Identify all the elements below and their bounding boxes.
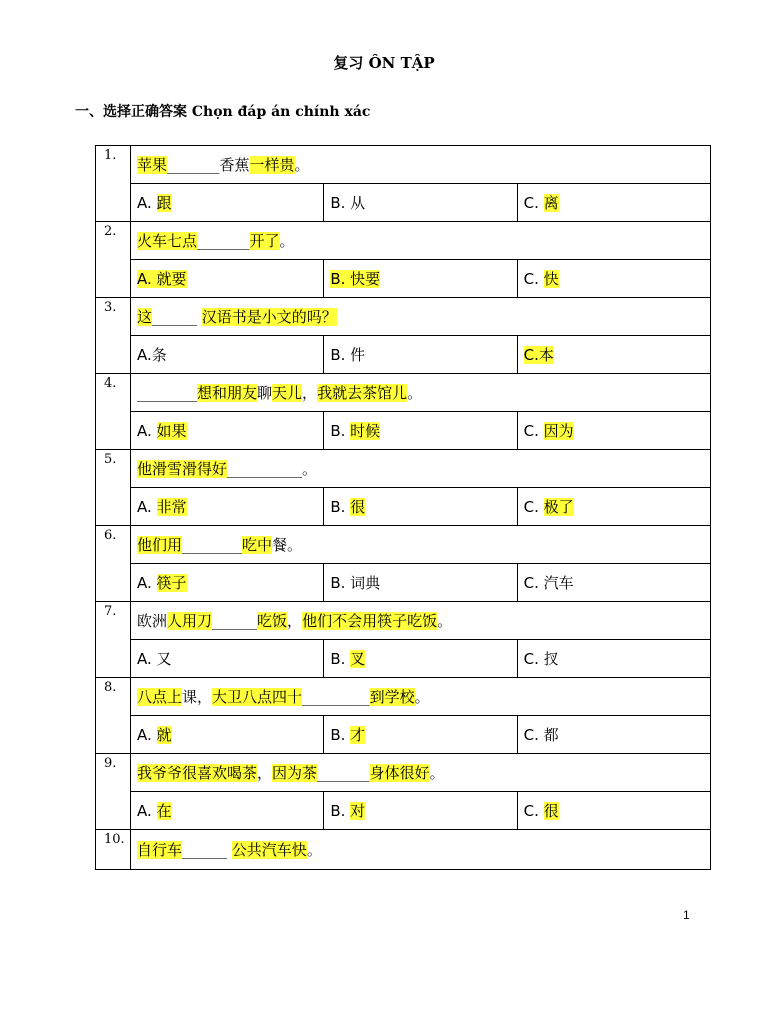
question-number: 6. [96,526,131,602]
question-stem [131,754,711,792]
option-text: 在 [156,802,172,820]
answer-option-a[interactable] [131,184,324,222]
stem-segment: 他们用 [137,536,183,554]
option-text: 很 [350,498,366,516]
option-letter: C. [523,802,544,820]
option-text: 扠 [543,650,559,668]
stem-segment: 火车七点 [137,232,198,250]
stem-segment: 。 [294,156,310,174]
option-letter: C. [523,270,544,288]
stem-segment: ______ [152,308,202,326]
stem-segment: _______ [167,156,220,174]
stem-segment: 聊 [257,384,273,402]
stem-segment: 一样贵 [249,156,295,174]
option-letter: C. [523,498,544,516]
stem-segment: 。 [302,460,318,478]
question-number: 10. [96,830,131,870]
stem-segment: ______ [182,841,232,859]
stem-segment: ________ [182,536,243,554]
stem-segment: 。 [429,764,445,782]
stem-segment: 。 [437,612,453,630]
option-text: 本 [538,346,554,364]
page-number: 1 [683,908,690,922]
option-letter: B. [330,346,351,364]
question-number: 7. [96,602,131,678]
option-text: 很 [543,802,559,820]
stem-segment: 。 [306,841,322,859]
document-title: 复习 ÔN TẬP [333,54,435,72]
stem-segment: 。 [414,688,430,706]
answer-option-b[interactable] [324,792,517,830]
question-row [96,146,711,184]
option-text: 快 [543,270,559,288]
stem-segment: 自行车 [137,841,183,859]
question-row [96,526,711,564]
stem-segment: 。 [407,384,423,402]
question-stem [131,146,711,184]
option-text: 跟 [156,194,172,212]
option-text: 快要 [350,270,381,288]
stem-segment: 他滑雪滑得好 [137,460,228,478]
option-text: 筷子 [156,574,187,592]
stem-segment: 。 [287,536,303,554]
stem-segment: 人用刀 [167,612,213,630]
options-row [96,184,711,222]
stem-segment: 香蕉 [219,156,250,174]
options-row [96,336,711,374]
question-number: 3. [96,298,131,374]
stem-segment: _______ [197,232,250,250]
option-text: 就要 [156,270,187,288]
stem-segment: 欧洲 [137,612,168,630]
option-text: 词典 [350,574,381,592]
section-heading: 一、选择正确答案 Chọn đáp án chính xác [75,104,371,120]
answer-option-c[interactable] [517,260,710,298]
answer-option-a[interactable] [131,336,324,374]
option-text: 极了 [543,498,574,516]
stem-segment: 大卫八点四十 [212,688,303,706]
options-row [96,716,711,754]
option-letter: B. [330,650,351,668]
question-number: 1. [96,146,131,222]
option-text: 又 [156,650,172,668]
stem-segment: 汉语书是小文的吗？ [201,308,337,326]
option-text: 因为 [543,422,574,440]
option-letter: A. [137,498,157,516]
stem-segment: 公共汽车快 [231,841,307,859]
options-row [96,260,711,298]
stem-segment: 我爷爷很喜欢喝茶 [137,764,258,782]
stem-segment: ________ [137,384,197,402]
option-letter: B. [330,726,351,744]
stem-segment: 因为茶 [272,764,318,782]
stem-segment: _______ [317,764,370,782]
stem-segment: ， [257,764,273,782]
answer-option-c[interactable] [517,412,710,450]
stem-segment: ， [287,612,303,630]
answer-option-b[interactable] [324,716,517,754]
option-letter: C. [523,422,544,440]
question-row [96,678,711,716]
answer-option-c[interactable] [517,640,710,678]
question-stem [131,298,711,336]
answer-option-b[interactable] [324,564,517,602]
stem-segment: __________ [227,460,303,478]
option-text: 如果 [156,422,187,440]
options-row [96,792,711,830]
option-letter: C. [523,346,539,364]
option-letter: C. [523,726,544,744]
option-letter: A. [137,270,157,288]
answer-option-c[interactable] [517,716,710,754]
question-number: 2. [96,222,131,298]
stem-segment: 开了 [249,232,280,250]
question-stem [131,678,711,716]
options-row [96,564,711,602]
stem-segment: 到学校 [369,688,415,706]
option-text: 时候 [350,422,381,440]
stem-segment: 这 [137,308,153,326]
answer-option-a[interactable] [131,260,324,298]
question-row [96,450,711,488]
option-letter: A. [137,574,157,592]
option-text: 汽车 [543,574,574,592]
option-letter: A. [137,802,157,820]
question-row [96,602,711,640]
question-stem [131,830,711,870]
option-letter: B. [330,194,351,212]
option-letter: B. [330,802,351,820]
stem-segment: 他们不会用筷子吃饭 [302,612,438,630]
question-number: 4. [96,374,131,450]
answer-option-c[interactable] [517,184,710,222]
option-letter: B. [330,574,351,592]
option-letter: B. [330,498,351,516]
question-row [96,830,711,870]
option-letter: B. [330,270,351,288]
answer-option-c[interactable] [517,488,710,526]
option-text: 从 [350,194,366,212]
answer-option-c[interactable] [517,564,710,602]
option-letter: C. [523,194,544,212]
option-text: 才 [350,726,366,744]
option-text: 离 [543,194,559,212]
option-letter: A. [137,422,157,440]
answer-option-a[interactable] [131,640,324,678]
answer-option-b[interactable] [324,488,517,526]
answer-option-c[interactable] [517,336,710,374]
answer-option-a[interactable] [131,564,324,602]
option-letter: C. [523,574,544,592]
answer-option-a[interactable] [131,412,324,450]
option-letter: A. [137,650,157,668]
question-stem [131,526,711,564]
question-number: 8. [96,678,131,754]
question-table [95,145,711,870]
question-number: 9. [96,754,131,830]
answer-option-a[interactable] [131,488,324,526]
stem-segment: 课 [182,688,198,706]
stem-segment: 我就去茶馆儿 [317,384,408,402]
stem-segment: ______ [212,612,258,630]
option-text: 件 [350,346,366,364]
question-stem [131,450,711,488]
option-text: 对 [350,802,366,820]
stem-segment: ， [302,384,318,402]
stem-segment: 苹果 [137,156,168,174]
question-stem [131,222,711,260]
question-number: 5. [96,450,131,526]
answer-option-b[interactable] [324,260,517,298]
answer-option-c[interactable] [517,792,710,830]
option-letter: B. [330,422,351,440]
options-row [96,488,711,526]
options-row [96,412,711,450]
stem-segment: 八点上 [137,688,183,706]
option-text: 叉 [350,650,366,668]
stem-segment: 。 [279,232,295,250]
stem-segment: 吃饭 [257,612,288,630]
option-text: 非常 [156,498,187,516]
question-row [96,754,711,792]
stem-segment: 身体很好 [369,764,430,782]
question-row [96,298,711,336]
question-stem [131,374,711,412]
stem-segment: 餐 [272,536,288,554]
option-letter: C. [523,650,544,668]
stem-segment: 想和朋友 [197,384,258,402]
answer-option-a[interactable] [131,716,324,754]
question-stem [131,602,711,640]
question-row [96,374,711,412]
stem-segment: 吃中 [242,536,273,554]
answer-option-b[interactable] [324,184,517,222]
option-text: 都 [543,726,559,744]
option-letter: A. [137,346,152,364]
stem-segment: ， [197,688,213,706]
stem-segment: 天儿 [272,384,303,402]
stem-segment: _________ [302,688,370,706]
options-row [96,640,711,678]
option-text: 就 [156,726,172,744]
answer-option-a[interactable] [131,792,324,830]
answer-option-b[interactable] [324,412,517,450]
option-letter: A. [137,726,157,744]
option-letter: A. [137,194,157,212]
answer-option-b[interactable] [324,336,517,374]
answer-option-b[interactable] [324,640,517,678]
question-row [96,222,711,260]
option-text: 条 [151,346,167,364]
